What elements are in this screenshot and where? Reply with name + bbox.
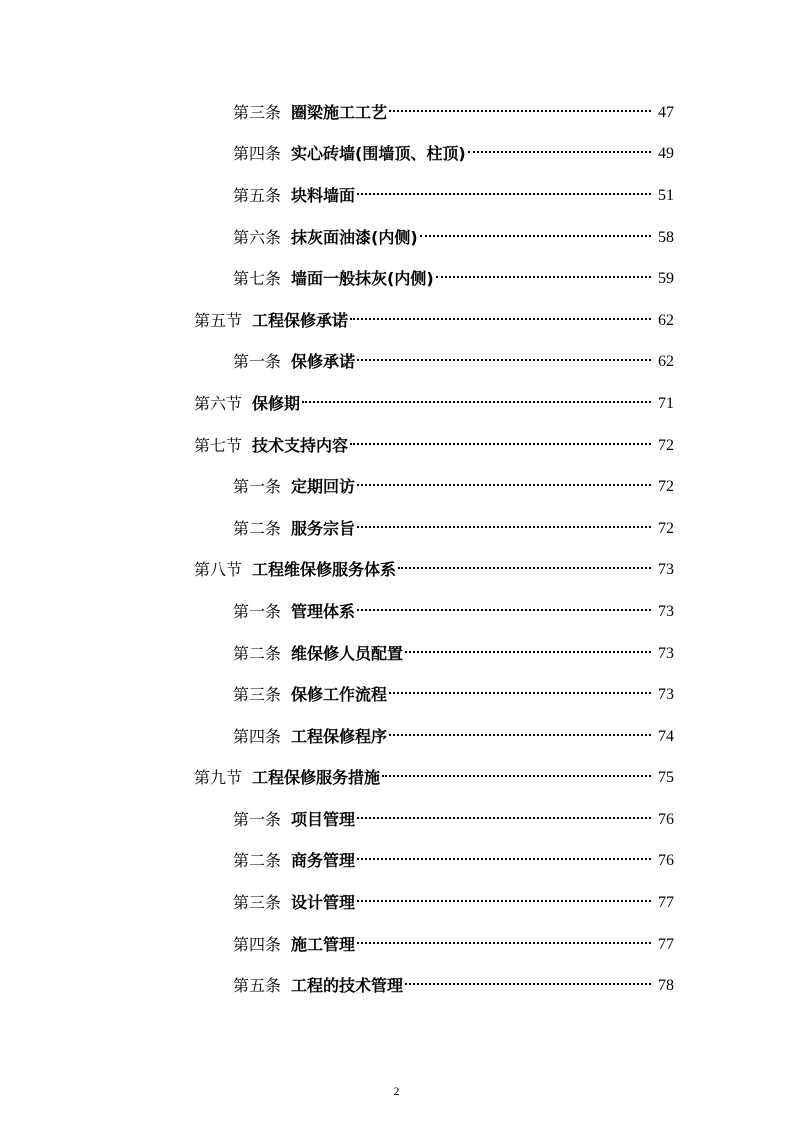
toc-entry-number: 第二条 (233, 518, 282, 538)
toc-entry-line (194, 311, 793, 331)
toc-entry-title: 工程维保修服务体系 (252, 560, 397, 580)
toc-entry-number: 第五条 (233, 976, 282, 996)
toc-entry-title: 商务管理 (291, 851, 356, 871)
toc-entry-title: 设计管理 (291, 893, 356, 913)
toc-entry-title: 技术支持内容 (252, 435, 349, 455)
toc-entry-title: 圈梁施工工艺 (291, 102, 388, 122)
toc-dot-leader (357, 483, 651, 486)
toc-entry-line (233, 477, 793, 497)
toc-entry-line (233, 644, 793, 664)
page-number: 2 (393, 1084, 400, 1098)
toc-entry-line (233, 519, 793, 539)
toc-dot-leader (357, 857, 651, 860)
toc-entry-number: 第四条 (233, 934, 282, 954)
toc-entry-page: 76 (658, 852, 674, 870)
toc-dot-leader (357, 941, 651, 944)
toc-entry-line (233, 352, 793, 372)
toc-entry-number: 第七节 (194, 435, 243, 455)
toc-dot-leader (405, 982, 651, 985)
toc-entry-page: 49 (658, 145, 674, 163)
toc-article-entry[interactable] (0, 92, 793, 134)
toc-dot-leader (468, 150, 651, 153)
toc-dot-leader (302, 400, 651, 403)
toc-dot-leader (420, 234, 651, 237)
toc-article-entry[interactable] (0, 175, 793, 217)
toc-entry-line (233, 602, 793, 622)
toc-dot-leader (357, 358, 651, 361)
toc-article-entry[interactable] (0, 217, 793, 259)
toc-entry-page: 72 (658, 436, 674, 454)
toc-entry-line (194, 560, 793, 580)
toc-entry-title: 墙面一般抹灰(内侧) (291, 269, 434, 289)
toc-entry-number: 第一条 (233, 809, 282, 829)
toc-dot-leader (357, 608, 651, 611)
toc-entry-page: 74 (658, 727, 674, 745)
toc-section-entry[interactable] (0, 550, 793, 592)
toc-entry-title: 项目管理 (291, 809, 356, 829)
toc-entry-title: 实心砖墙(围墙顶、柱顶) (291, 144, 466, 164)
toc-article-entry[interactable] (0, 591, 793, 633)
toc-entry-number: 第四条 (233, 726, 282, 746)
toc-article-entry[interactable] (0, 882, 793, 924)
toc-article-entry[interactable] (0, 924, 793, 966)
toc-entry-title: 施工管理 (291, 934, 356, 954)
toc-article-entry[interactable] (0, 342, 793, 384)
toc-entry-page: 73 (658, 561, 674, 579)
toc-article-entry[interactable] (0, 466, 793, 508)
toc-entry-line (233, 893, 793, 913)
toc-article-entry[interactable] (0, 716, 793, 758)
toc-entry-line (233, 851, 793, 871)
toc-entry-page: 47 (658, 103, 674, 121)
toc-article-entry[interactable] (0, 508, 793, 550)
toc-entry-title: 保修工作流程 (291, 685, 388, 705)
toc-article-entry[interactable] (0, 258, 793, 300)
toc-entry-page: 73 (658, 686, 674, 704)
toc-entry-number: 第六条 (233, 227, 282, 247)
toc-entry-number: 第二条 (233, 643, 282, 663)
toc-dot-leader (357, 899, 651, 902)
toc-entry-number: 第一条 (233, 601, 282, 621)
toc-entry-page: 73 (658, 644, 674, 662)
toc-entry-number: 第一条 (233, 352, 282, 372)
toc-entry-number: 第一条 (233, 477, 282, 497)
toc-entry-title: 维保修人员配置 (291, 643, 404, 663)
toc-entry-line (233, 228, 793, 248)
table-of-contents (0, 92, 793, 1007)
toc-entry-title: 服务宗旨 (291, 518, 356, 538)
toc-entry-title: 工程保修程序 (291, 726, 388, 746)
toc-entry-page: 62 (658, 353, 674, 371)
toc-entry-page: 72 (658, 478, 674, 496)
toc-entry-page: 51 (658, 186, 674, 204)
toc-entry-title: 工程保修服务措施 (252, 768, 381, 788)
toc-entry-title: 工程保修承诺 (252, 310, 349, 330)
toc-entry-line (233, 685, 793, 705)
toc-entry-page: 59 (658, 270, 674, 288)
toc-entry-number: 第八节 (194, 560, 243, 580)
toc-dot-leader (436, 275, 651, 278)
toc-entry-line (233, 103, 793, 123)
toc-dot-leader (382, 774, 651, 777)
toc-entry-number: 第六节 (194, 393, 243, 413)
toc-entry-page: 62 (658, 311, 674, 329)
toc-entry-page: 72 (658, 519, 674, 537)
toc-entry-number: 第七条 (233, 269, 282, 289)
toc-entry-line (194, 394, 793, 414)
toc-dot-leader (405, 650, 651, 653)
toc-entry-title: 定期回访 (291, 477, 356, 497)
toc-entry-page: 78 (658, 977, 674, 995)
toc-article-entry[interactable] (0, 674, 793, 716)
toc-entry-title: 抹灰面油漆(内侧) (291, 227, 418, 247)
toc-dot-leader (357, 525, 651, 528)
toc-entry-number: 第三条 (233, 102, 282, 122)
toc-entry-page: 77 (658, 894, 674, 912)
toc-entry-page: 58 (658, 228, 674, 246)
toc-entry-number: 第四条 (233, 144, 282, 164)
toc-dot-leader (389, 691, 651, 694)
toc-entry-line (233, 186, 793, 206)
toc-dot-leader (389, 109, 651, 112)
toc-section-entry[interactable] (0, 425, 793, 467)
toc-section-entry[interactable] (0, 300, 793, 342)
toc-dot-leader (357, 816, 651, 819)
toc-entry-title: 保修承诺 (291, 352, 356, 372)
toc-entry-number: 第五节 (194, 310, 243, 330)
toc-entry-line (233, 269, 793, 289)
toc-article-entry[interactable] (0, 134, 793, 176)
toc-article-entry[interactable] (0, 841, 793, 883)
toc-entry-page: 76 (658, 810, 674, 828)
toc-entry-line (194, 768, 793, 788)
toc-entry-number: 第三条 (233, 893, 282, 913)
toc-entry-number: 第三条 (233, 685, 282, 705)
toc-dot-leader (350, 317, 651, 320)
toc-section-entry[interactable] (0, 758, 793, 800)
toc-section-entry[interactable] (0, 383, 793, 425)
toc-entry-line (233, 144, 793, 164)
toc-entry-line (233, 810, 793, 830)
toc-entry-page: 71 (658, 394, 674, 412)
toc-dot-leader (350, 442, 651, 445)
toc-entry-line (233, 935, 793, 955)
toc-entry-page: 73 (658, 602, 674, 620)
toc-entry-line (194, 436, 793, 456)
toc-entry-title: 管理体系 (291, 601, 356, 621)
toc-article-entry[interactable] (0, 965, 793, 1007)
toc-entry-number: 第五条 (233, 185, 282, 205)
toc-entry-page: 75 (658, 769, 674, 787)
toc-dot-leader (398, 566, 651, 569)
toc-dot-leader (357, 192, 651, 195)
toc-article-entry[interactable] (0, 799, 793, 841)
toc-entry-number: 第九节 (194, 768, 243, 788)
toc-entry-title: 工程的技术管理 (291, 976, 404, 996)
toc-entry-number: 第二条 (233, 851, 282, 871)
toc-entry-line (233, 976, 793, 996)
toc-entry-title: 保修期 (252, 393, 301, 413)
toc-entry-title: 块料墙面 (291, 185, 356, 205)
toc-dot-leader (389, 733, 651, 736)
toc-entry-line (233, 727, 793, 747)
toc-entry-page: 77 (658, 935, 674, 953)
toc-article-entry[interactable] (0, 633, 793, 675)
